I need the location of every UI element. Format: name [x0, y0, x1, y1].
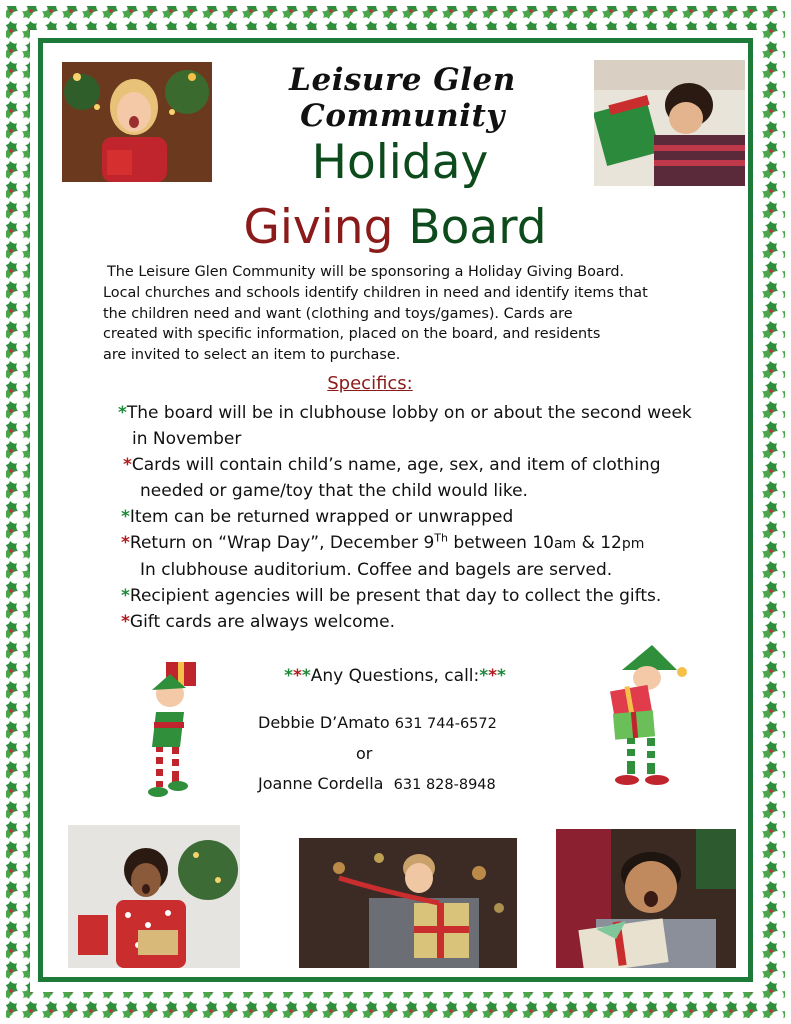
list-item: *Recipient agencies will be present that day to collect the gifts.	[121, 586, 662, 606]
photo-boy-excited-gift	[556, 829, 736, 968]
list-item: *Return on “Wrap Day”, December 9Th between 10am & 12pm	[121, 531, 645, 553]
intro-line: the children need and want (clothing and toys/games). Cards are	[103, 305, 573, 322]
star-bullet: *	[121, 507, 130, 527]
list-item-continuation: in November	[132, 429, 242, 449]
list-item-continuation: needed or game/toy that the child would like.	[140, 481, 528, 501]
star-bullet: *	[118, 403, 127, 423]
questions-text: Any Questions, call:	[310, 666, 480, 686]
title-holiday: Holiday	[311, 135, 489, 190]
intro-line: The Leisure Glen Community will be sponsoring a Holiday Giving Board.	[107, 264, 625, 280]
intro-paragraph	[103, 262, 713, 366]
star-bullet: *	[121, 533, 130, 553]
title-word-board: Board	[408, 200, 547, 255]
questions-line: ***Any Questions, call:***	[284, 666, 506, 686]
title-giving-board	[170, 196, 620, 260]
title-word-giving: Giving	[243, 200, 394, 255]
intro-line: created with specific information, placed on the board, and residents	[103, 326, 601, 343]
photo-girl-pajamas	[68, 825, 240, 968]
list-item: *Cards will contain child’s name, age, sex, and item of clothing	[123, 455, 661, 475]
specifics-heading: Specifics:	[327, 373, 413, 394]
contact-2	[258, 769, 578, 800]
contact-phone: 631 828-8948	[393, 777, 496, 793]
photo-boy-gold-gift	[299, 838, 517, 968]
contact-phone: 631 744-6572	[394, 716, 497, 732]
photo-boy-opening-gift	[594, 60, 745, 186]
intro-line: Local churches and schools identify children in need and identify items that	[103, 284, 648, 301]
specifics-list	[118, 400, 748, 635]
community-name: Leisure Glen Community	[289, 62, 516, 134]
contact-1	[258, 708, 578, 739]
star-bullet: *	[123, 455, 132, 475]
star-bullet: *	[121, 586, 130, 606]
list-item-continuation: In clubhouse auditorium. Coffee and bagels are served.	[140, 560, 613, 580]
contact-or: or	[356, 744, 373, 763]
list-item: *Item can be returned wrapped or unwrapped	[121, 507, 514, 527]
contact-list	[258, 708, 578, 800]
list-item: *Gift cards are always welcome.	[121, 612, 395, 632]
photo-girl-with-gift	[62, 62, 212, 182]
contact-name: Joanne Cordella	[258, 774, 384, 793]
elf-left-icon	[122, 652, 210, 804]
elf-right-icon	[592, 640, 692, 792]
contact-name: Debbie D’Amato	[258, 713, 390, 732]
intro-line: are invited to select an item to purchase.	[103, 347, 401, 364]
list-item: *The board will be in clubhouse lobby on or about the second week	[118, 403, 692, 423]
star-bullet: *	[121, 612, 130, 632]
